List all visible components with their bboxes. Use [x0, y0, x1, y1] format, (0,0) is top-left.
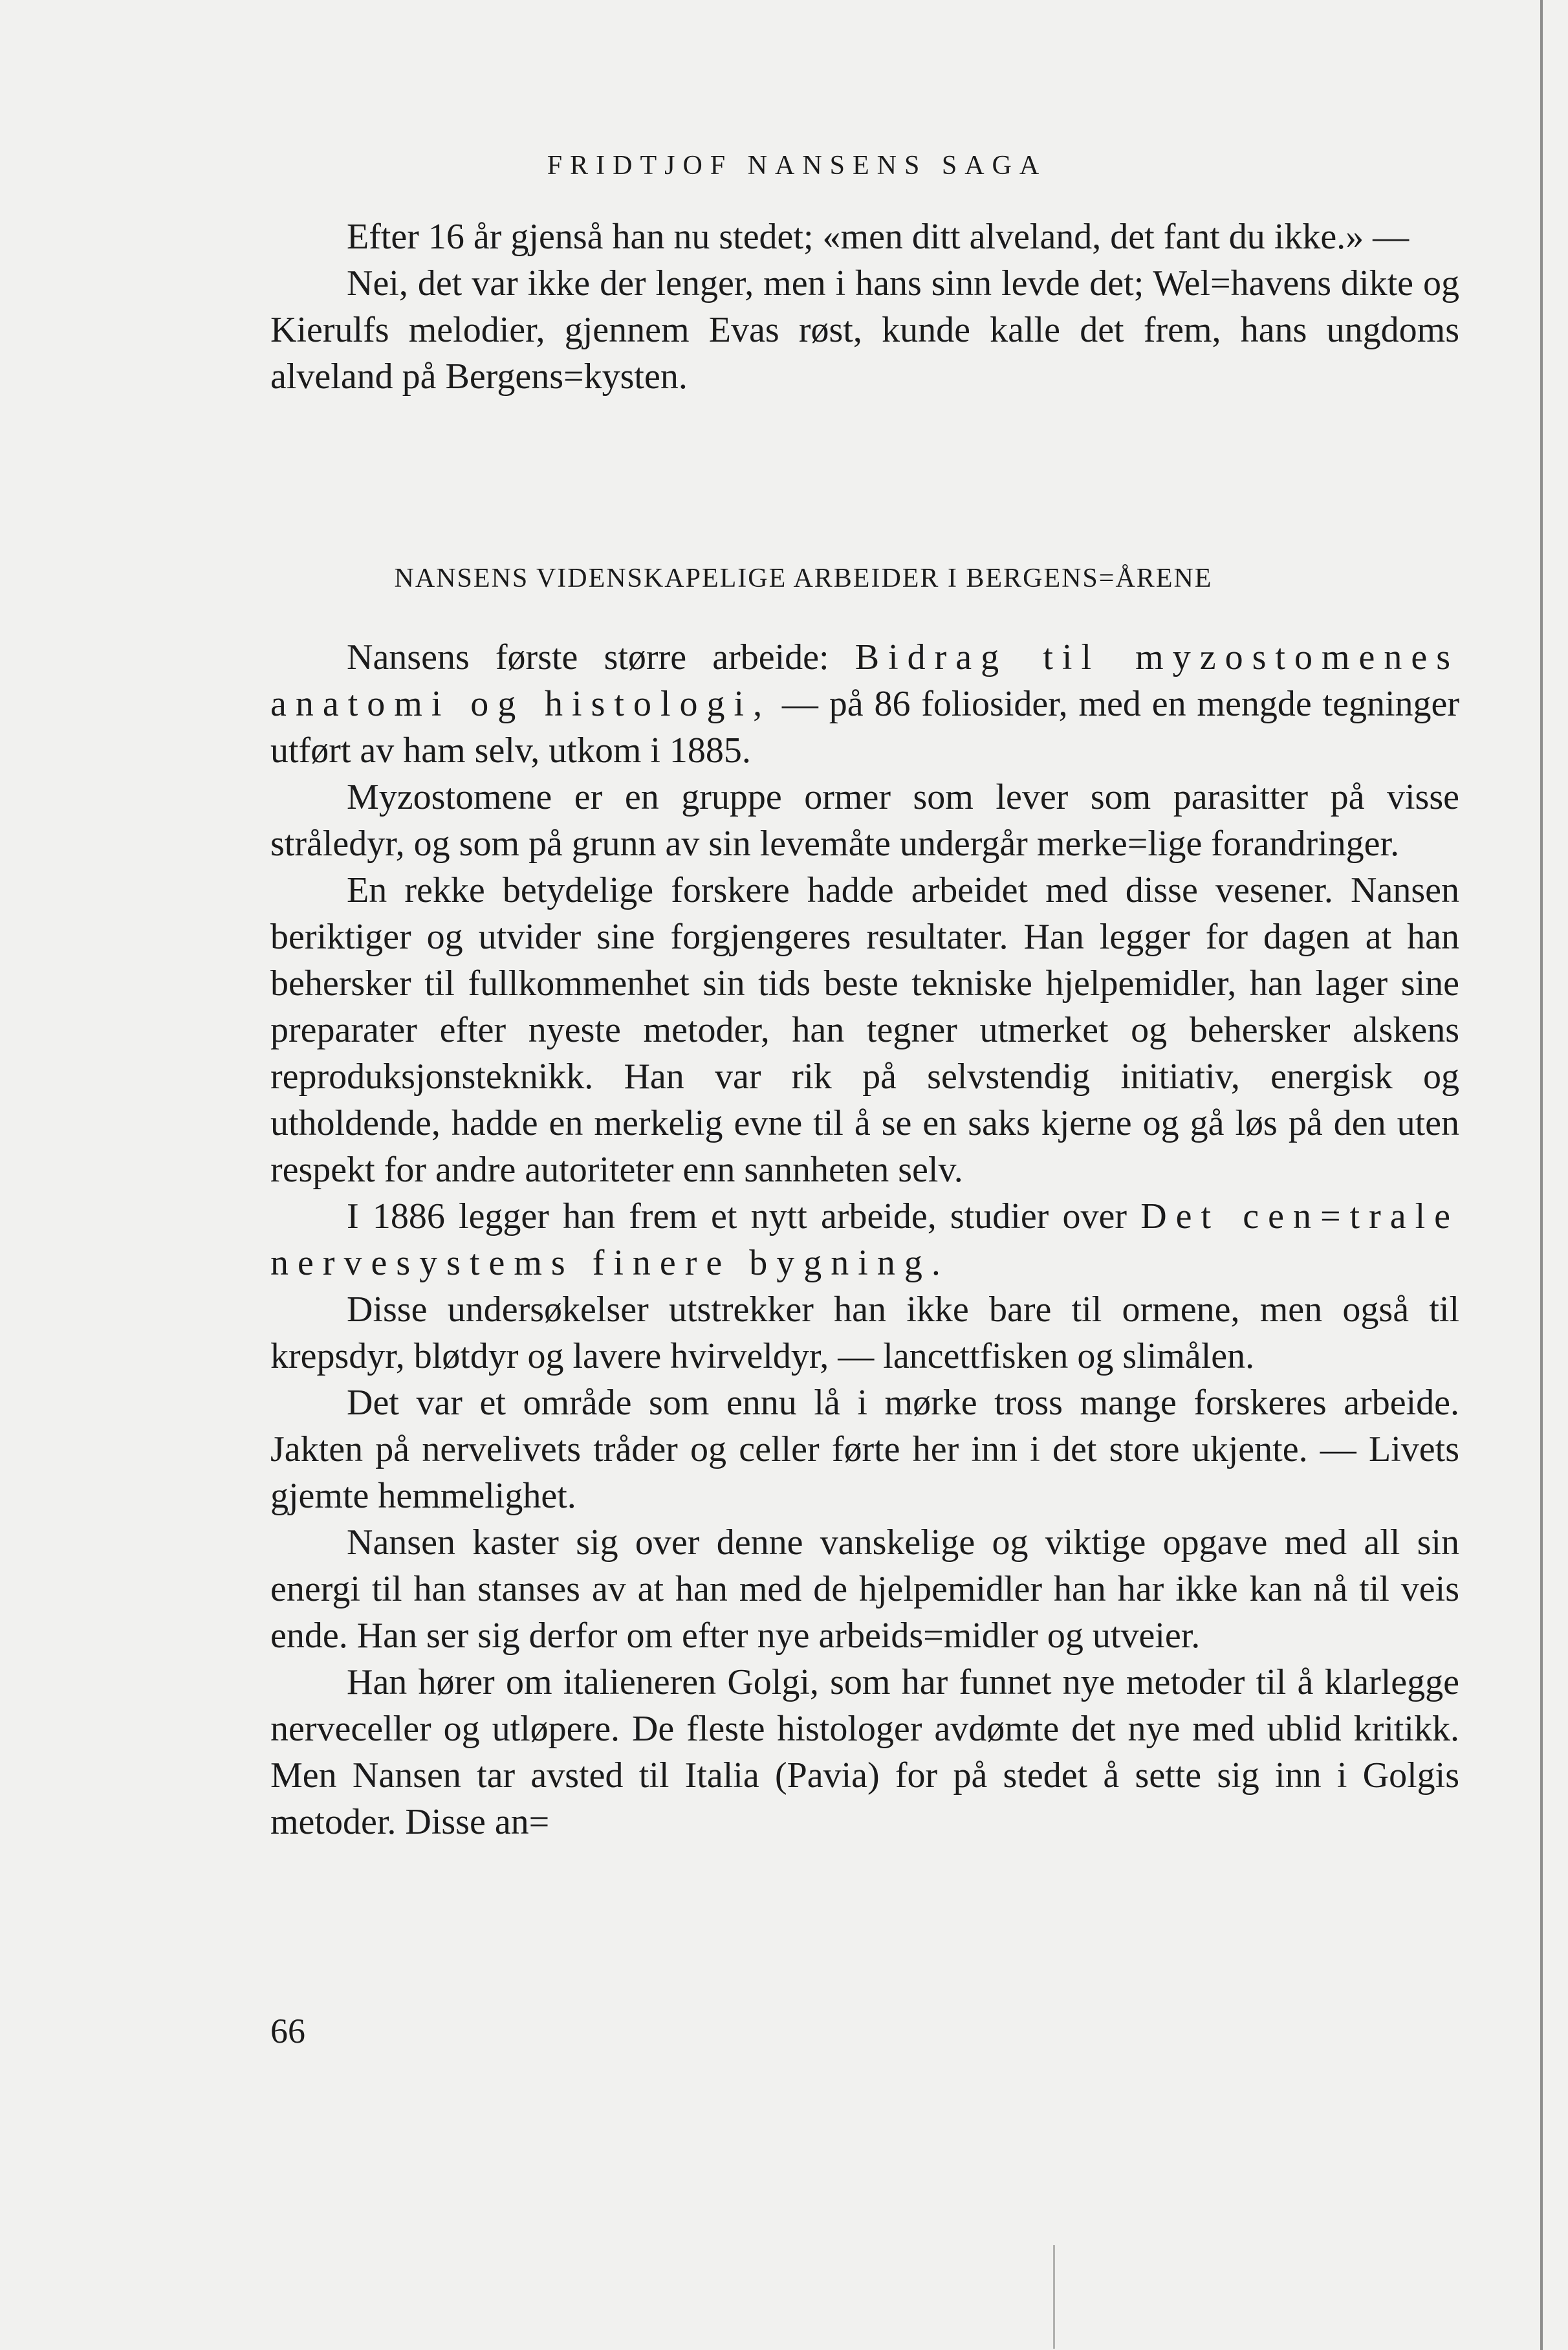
section-body: [270, 634, 1459, 1845]
intro-text: [270, 214, 1459, 400]
spaced-title: Det cen=trale nervesystems finere bygning.: [270, 1196, 1460, 1283]
body-paragraph: [270, 634, 1459, 774]
body-paragraph: En rekke betydelige forskere hadde arbeidet med disse vesener. Nansen beriktiger og utvider sine forgjengeres resultater. Han legger for dagen at han behersker til fullkommenhet sin tids beste tekniske hjelpemidler, han lager sine preparater efter nyeste metoder, han tegner utmerket og behersker alskens reproduksjonsteknikk. Han var rik på selvstendig initiativ, energisk og utholdende, hadde en merkelig evne til å se en saks kjerne og gå løs på den uten respekt for andre autoriteter enn sannheten selv.: [270, 870, 1459, 1190]
scan-edge-line: [1540, 0, 1543, 2350]
paragraph-text: — på 86 foliosider, med en mengde tegninger utført av ham selv, utkom i 1885.: [270, 684, 1460, 771]
section-heading: NANSENS VIDENSKAPELIGE ARBEIDER I BERGENS=ÅRENE: [394, 564, 1213, 593]
intro-paragraph: Nei, det var ikke der lenger, men i hans sinn levde det; Wel=havens dikte og Kierulfs melodier, gjennem Evas røst, kunde kalle det frem, hans ungdoms alveland på Bergens=kysten.: [270, 263, 1459, 397]
intro-paragraph: Efter 16 år gjenså han nu stedet; «men ditt alveland, det fant du ikke.» —: [347, 217, 1410, 257]
body-paragraph: Disse undersøkelser utstrekker han ikke bare til ormene, men også til krepsdyr, bløtdyr og lavere hvirveldyr, — lancettfisken og slimålen.: [270, 1290, 1459, 1376]
body-paragraph: Han hører om italieneren Golgi, som har funnet nye metoder til å klarlegge nerveceller og utløpere. De fleste histologer avdømte det nye med ublid kritikk. Men Nansen tar avsted til Italia (Pavia) for på stedet å sette sig inn i Golgis metoder. Disse an=: [270, 1662, 1459, 1842]
paragraph-text: Nansens første større arbeide:: [347, 637, 855, 677]
body-paragraph: Det var et område som ennu lå i mørke tross mange forskeres arbeide. Jakten på nervelivets tråder og celler førte her inn i det store ukjente. — Livets gjemte hemmelighet.: [270, 1383, 1459, 1516]
page-number: 66: [270, 2012, 305, 2050]
body-paragraph: Myzostomene er en gruppe ormer som lever som parasitter på visse stråledyr, og som på grunn av sin levemåte undergår merke=lige forandringer.: [270, 777, 1459, 864]
paragraph-text: I 1886 legger han frem et nytt arbeide, studier over: [347, 1196, 1141, 1236]
body-paragraph: [270, 1193, 1459, 1286]
scan-crease-mark: [1053, 2245, 1055, 2349]
running-head: FRIDTJOF NANSENS SAGA: [547, 151, 1047, 181]
spaced-title: Bidrag til myzostomenes anatomi og histologi,: [270, 637, 1460, 724]
body-paragraph: Nansen kaster sig over denne vanskelige og viktige opgave med all sin energi til han stanses av at han med de hjelpemidler han har ikke kan nå til veis ende. Han ser sig derfor om efter nye arbeids=midler og utveier.: [270, 1522, 1459, 1656]
